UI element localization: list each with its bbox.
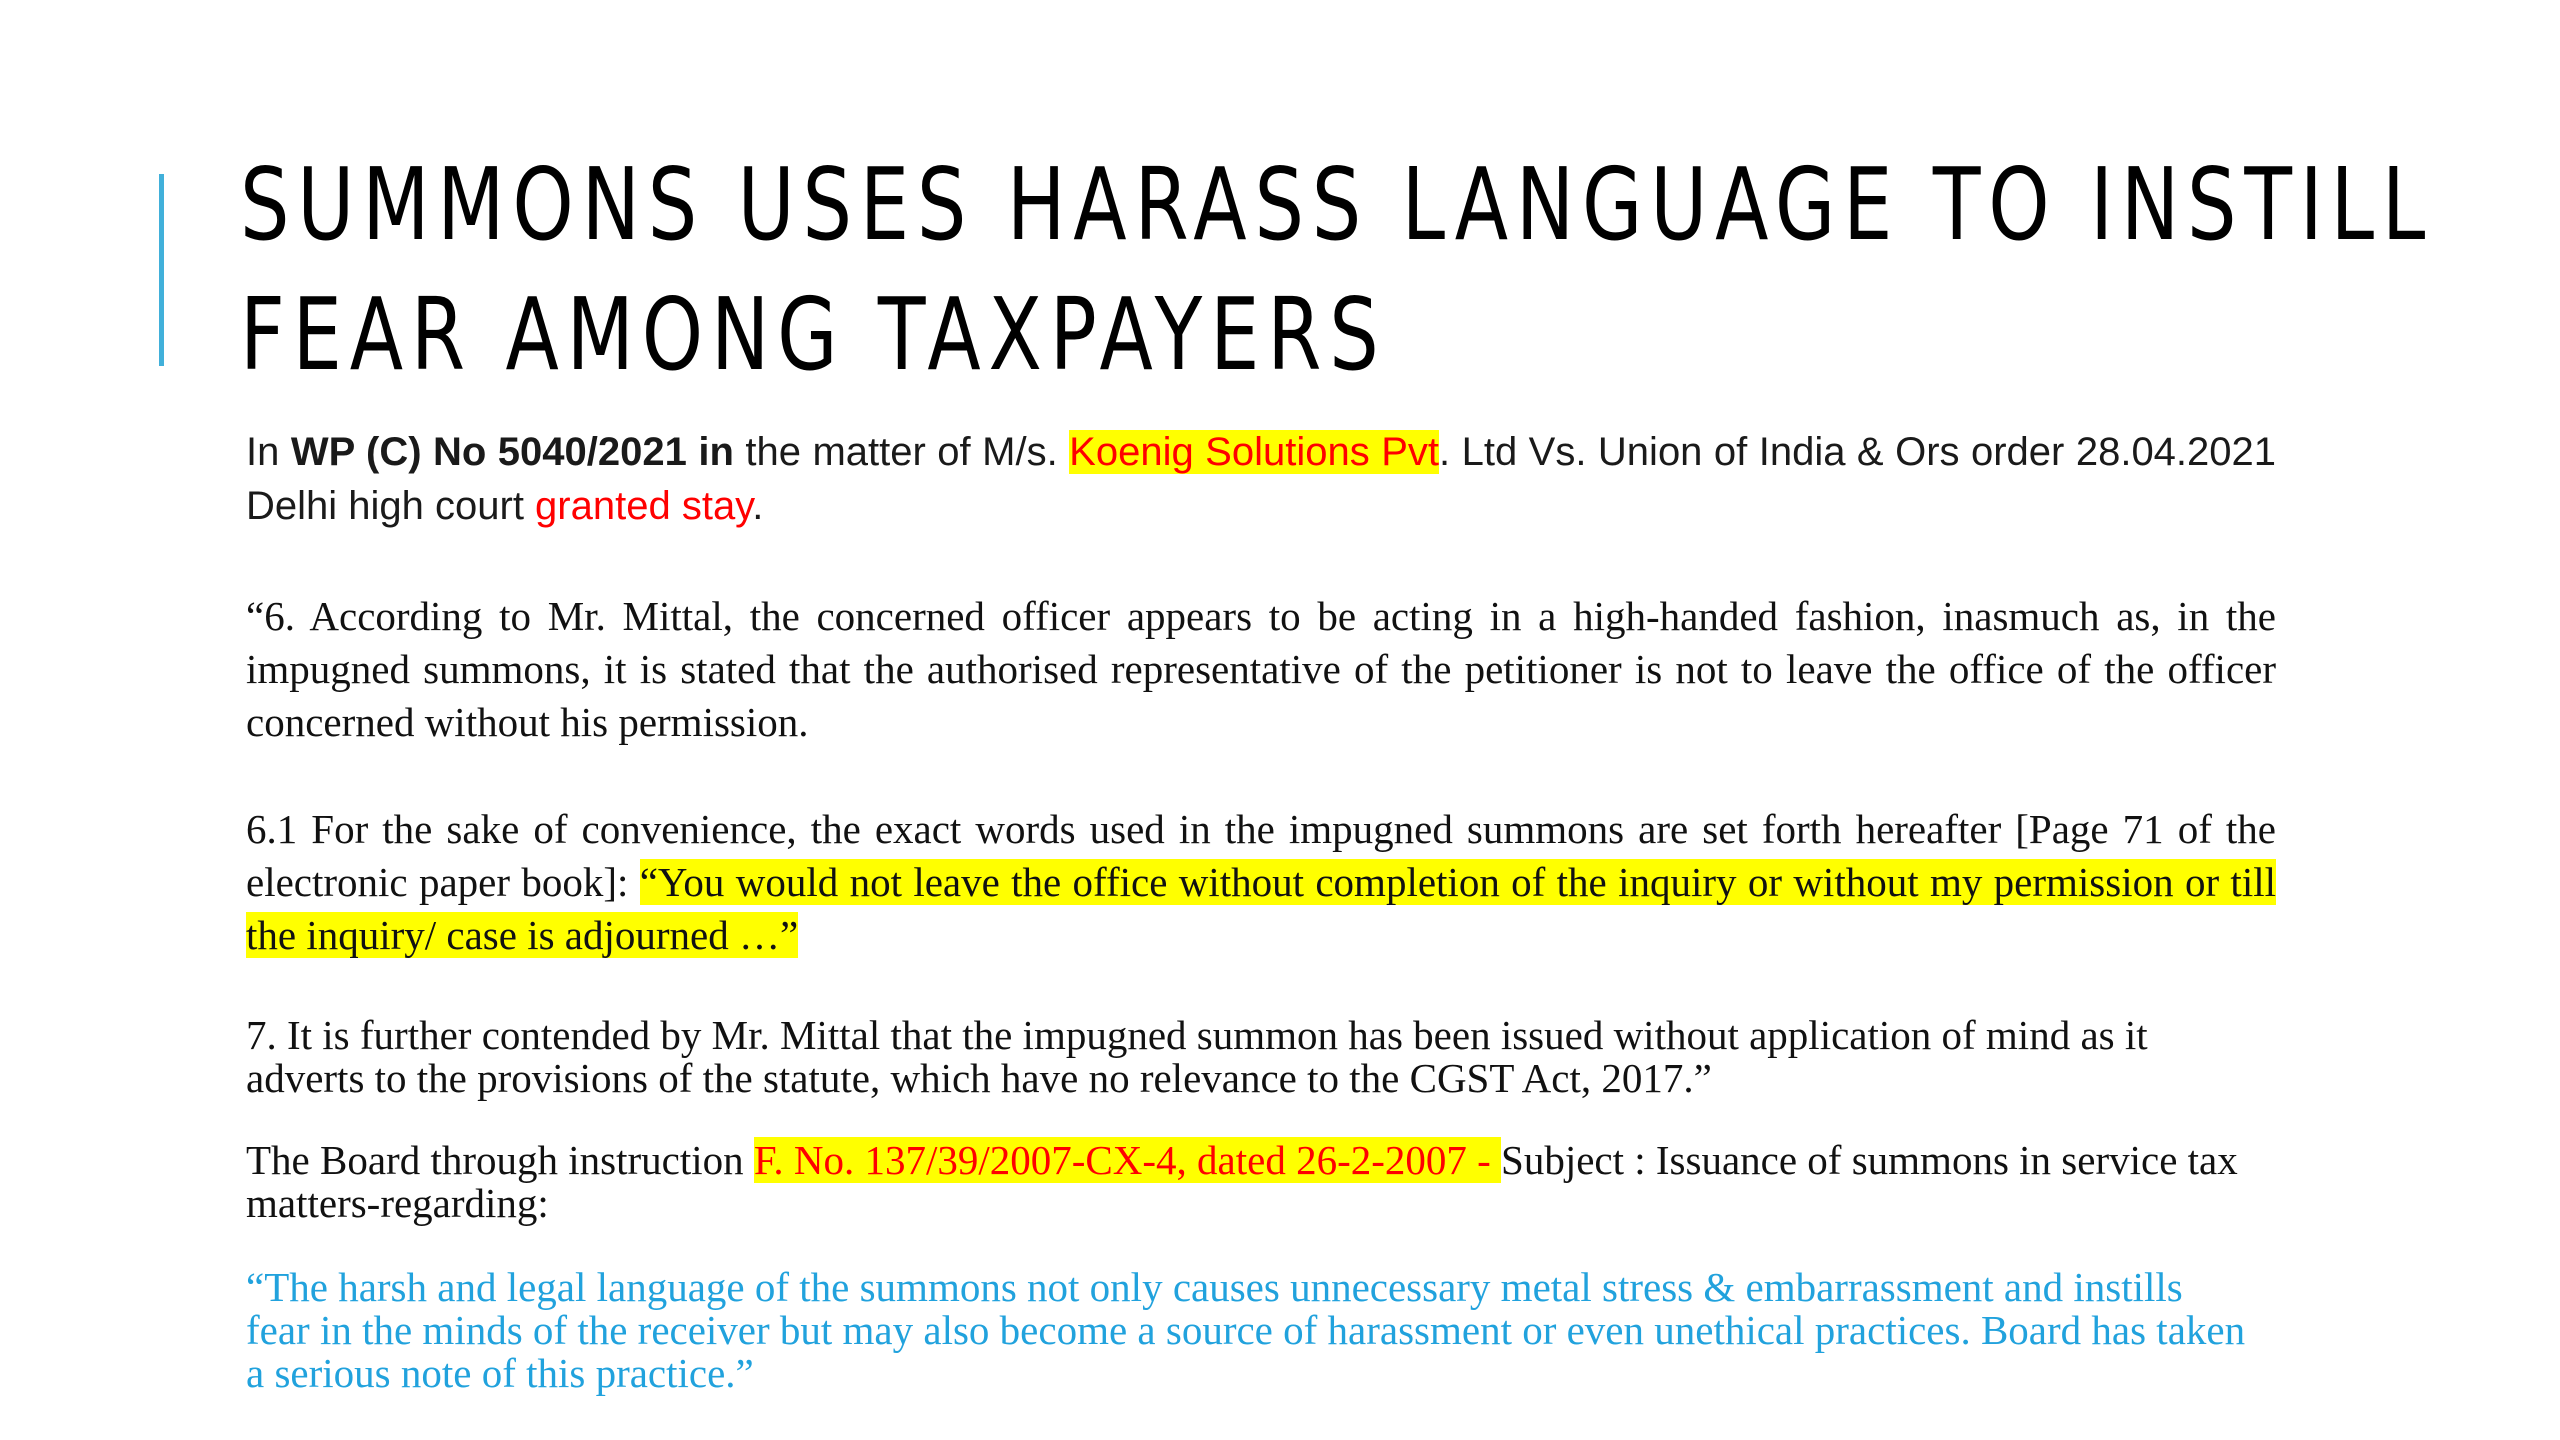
intro-end: . xyxy=(752,484,764,528)
court-outcome: granted stay xyxy=(535,484,753,528)
case-in-word: in xyxy=(698,430,734,474)
paragraph-6-1 xyxy=(246,803,2276,962)
slide-title-line-2: FEAR AMONG TAXPAYERS xyxy=(240,276,1387,393)
board-instruction-paragraph xyxy=(246,1139,2246,1225)
paragraph-6: “6. According to Mr. Mittal, the concerned officer appears to be acting in a high-handed fashion, inasmuch as, in the impugned summons, it is stated that the authorised representative of the petitioner is not to leave the office of the officer concerned without his permission. xyxy=(246,593,2276,745)
intro-space xyxy=(687,430,698,474)
company-name-highlight: Koenig Solutions Pvt xyxy=(1069,430,1439,474)
intro-paragraph xyxy=(246,425,2276,533)
slide-title-line-1: SUMMONS USES HARASS LANGUAGE TO INSTILL xyxy=(240,146,2434,263)
intro-prefix: In xyxy=(246,430,291,474)
paragraph-7: 7. It is further contended by Mr. Mittal that the impugned summon has been issued without application of mind as it adverts to the provisions of the statute, which have no relevance to the CGST Act, 2017.” xyxy=(246,1012,2148,1101)
board-subject: Subject : Issuance of summons in service tax matters-regarding: xyxy=(246,1137,2238,1226)
slide-title xyxy=(240,140,2434,400)
paragraph-6-1-text: 6.1 For the sake of convenience, the exact words used in the impugned summons are set forth hereafter [Page 71 of the electronic paper book]: xyxy=(246,806,2276,905)
instruction-reference-highlight: F. No. 137/39/2007-CX-4, dated 26-2-2007 - xyxy=(753,1137,1502,1183)
summons-quote-highlight: “You would not leave the office without completion of the inquiry or without my permission or till the inquiry/ case is adjourned …” xyxy=(246,859,2276,958)
title-accent-bar xyxy=(159,174,164,366)
intro-matter-text: the matter of M/s. xyxy=(733,430,1070,474)
intro-rest-text: . Ltd Vs. Union of India & Ors order 28.04.2021 Delhi high court xyxy=(246,430,2277,528)
case-number: WP (C) No 5040/2021 xyxy=(290,430,687,474)
board-prefix: The Board through instruction xyxy=(246,1137,754,1183)
board-quote: “The harsh and legal language of the summons not only causes unnecessary metal stress & embarrassment and instills fear in the minds of the receiver but may also become a source of harassment or even unethical practices. Board has taken a serious note of this practice.” xyxy=(246,1264,2246,1396)
